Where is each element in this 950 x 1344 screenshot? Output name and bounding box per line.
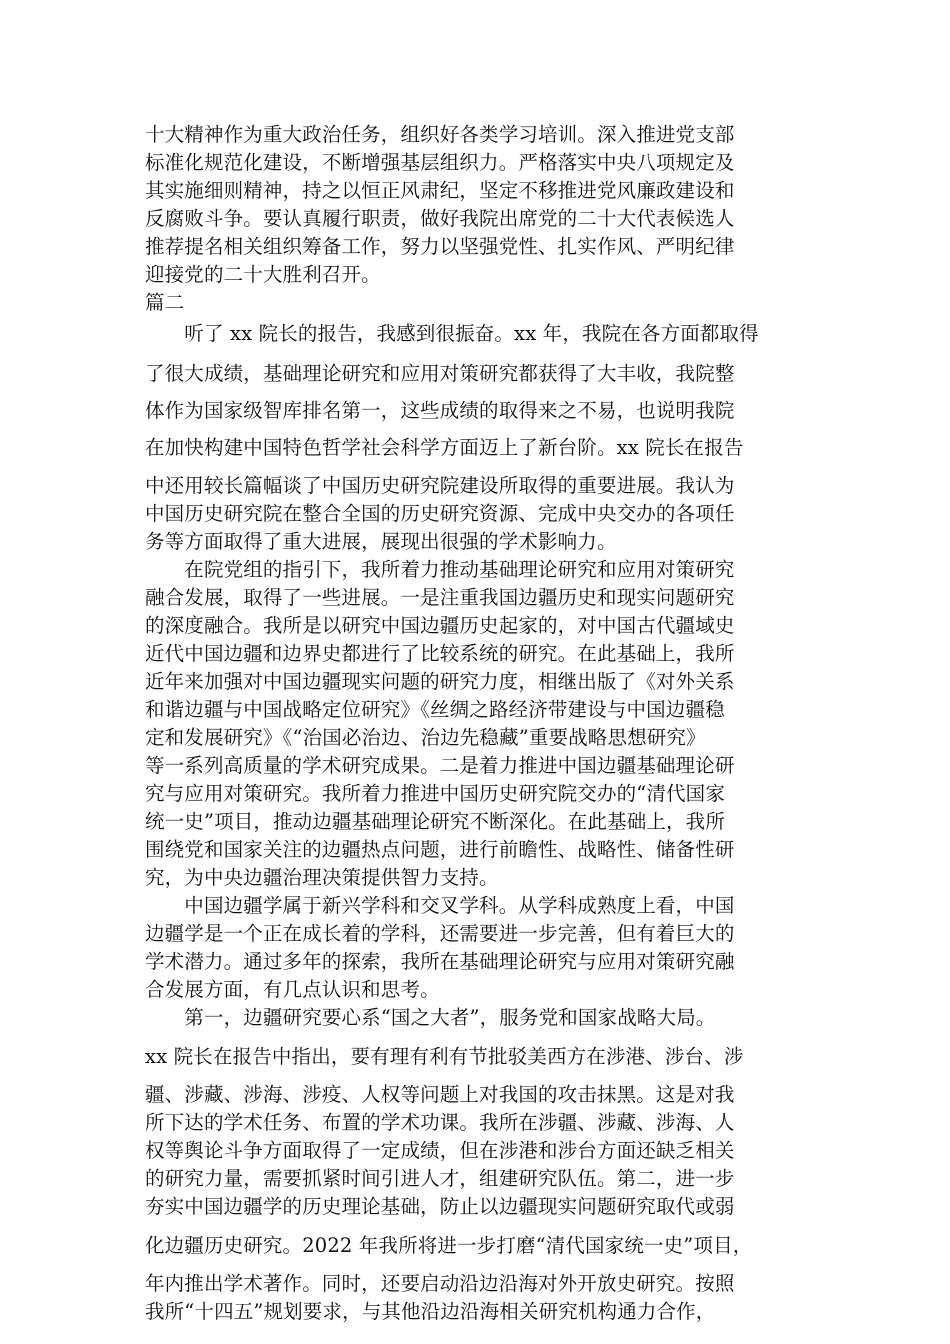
text-line: 务等方面取得了重大进展，展现出很强的学术影响力。 <box>145 530 617 553</box>
text-line: 听了 xx 院长的报告，我感到很振奋。xx 年，我院在各方面都取得 <box>145 322 759 345</box>
text-line: 究，为中央边疆治理决策提供智力支持。 <box>145 866 499 889</box>
text-line: 和谐边疆与中国战略定位研究》《丝绸之路经济带建设与中国边疆稳 <box>145 698 725 721</box>
text-line: 体作为国家级智库排名第一，这些成绩的取得来之不易，也说明我院 <box>145 399 735 422</box>
text-line: 迎接党的二十大胜利召开。 <box>145 263 381 286</box>
text-line: 第一，边疆研究要心系“国之大者”，服务党和国家战略大局。 <box>145 1006 716 1029</box>
text-line: 围绕党和国家关注的边疆热点问题，进行前瞻性、战略性、储备性研 <box>145 838 735 861</box>
text-line: 疆、涉藏、涉海、涉疫、人权等问题上对我国的攻击抹黑。这是对我 <box>145 1083 735 1106</box>
text-line: 所下达的学术任务、布置的学术功课。我所在涉疆、涉藏、涉海、人 <box>145 1111 735 1134</box>
text-line: 统一史”项目，推动边疆基础理论研究不断深化。在此基础上，我所 <box>145 810 725 833</box>
section-heading: 篇二 <box>145 291 185 314</box>
text-line: 年内推出学术著作。同时，还要启动沿边沿海对外开放史研究。按照 <box>145 1272 735 1295</box>
text-line: 标准化规范化建设，不断增强基层组织力。严格落实中央八项规定及 <box>145 151 735 174</box>
text-line: 近代中国边疆和边界史都进行了比较系统的研究。在此基础上，我所 <box>145 642 735 665</box>
text-line: 在院党组的指引下，我所着力推动基础理论研究和应用对策研究 <box>145 558 735 581</box>
text-line: 夯实中国边疆学的历史理论基础，防止以边疆现实问题研究取代或弱 <box>145 1195 735 1218</box>
text-line: 我所“十四五”规划要求，与其他沿边沿海相关研究机构通力合作， <box>145 1300 716 1323</box>
text-line: 权等舆论斗争方面取得了一定成绩，但在涉港和涉台方面还缺乏相关 <box>145 1139 735 1162</box>
text-line: 了很大成绩，基础理论研究和应用对策研究都获得了大丰收，我院整 <box>145 362 735 385</box>
text-line: 近年来加强对中国边疆现实问题的研究力度，相继出版了《对外关系 <box>145 670 735 693</box>
text-line: 在加快构建中国特色哲学社会科学方面迈上了新台阶。xx 院长在报告 <box>145 436 744 459</box>
text-line: 中国边疆学属于新兴学科和交叉学科。从学科成熟度上看，中国 <box>145 894 735 917</box>
text-line: 化边疆历史研究。2022 年我所将进一步打磨“清代国家统一史”项目， <box>145 1234 753 1257</box>
text-line: 的研究力量，需要抓紧时间引进人才，组建研究队伍。第二，进一步 <box>145 1167 735 1190</box>
text-line: 定和发展研究》《“治国必治边、治边先稳藏”重要战略思想研究》 <box>145 726 706 749</box>
text-line: 的深度融合。我所是以研究中国边疆历史起家的，对中国古代疆域史 <box>145 614 735 637</box>
text-line: 中国历史研究院在整合全国的历史研究资源、完成中央交办的各项任 <box>145 502 735 525</box>
text-line: 学术潜力。通过多年的探索，我所在基础理论研究与应用对策研究融 <box>145 950 735 973</box>
text-line: 推荐提名相关组织筹备工作，努力以坚强党性、扎实作风、严明纪律 <box>145 235 735 258</box>
text-line: 反腐败斗争。要认真履行职责，做好我院出席党的二十大代表候选人 <box>145 207 735 230</box>
text-line: 其实施细则精神，持之以恒正风肃纪，坚定不移推进党风廉政建设和 <box>145 179 735 202</box>
text-line: 究与应用对策研究。我所着力推进中国历史研究院交办的“清代国家 <box>145 782 725 805</box>
text-line: 中还用较长篇幅谈了中国历史研究院建设所取得的重要进展。我认为 <box>145 474 735 497</box>
text-line: 边疆学是一个正在成长着的学科，还需要进一步完善，但有着巨大的 <box>145 922 735 945</box>
text-line: xx 院长在报告中指出，要有理有利有节批驳美西方在涉港、涉台、涉 <box>145 1045 744 1068</box>
text-line: 合发展方面，有几点认识和思考。 <box>145 978 440 1001</box>
text-line: 十大精神作为重大政治任务，组织好各类学习培训。深入推进党支部 <box>145 123 735 146</box>
text-line: 融合发展，取得了一些进展。一是注重我国边疆历史和现实问题研究 <box>145 586 735 609</box>
text-line: 等一系列高质量的学术研究成果。二是着力推进中国边疆基础理论研 <box>145 754 735 777</box>
